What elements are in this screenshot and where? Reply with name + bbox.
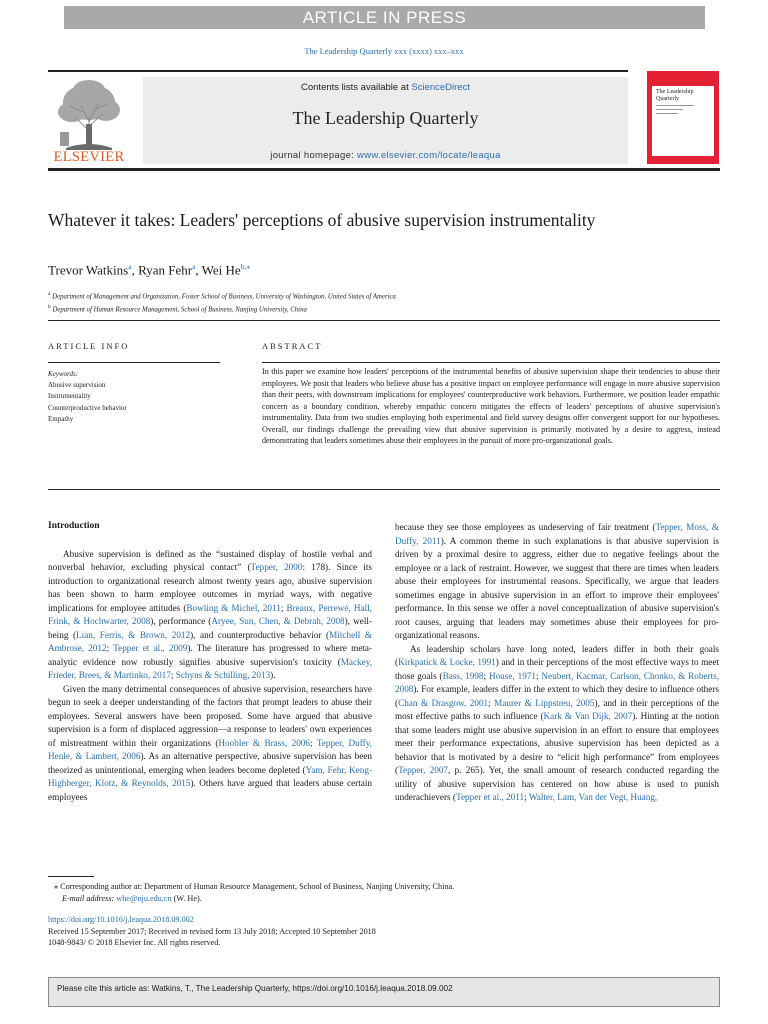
abstract-heading: ABSTRACT [262,341,323,351]
homepage-line [143,150,628,161]
contents-prefix: Contents lists available at [301,82,412,93]
citation-link[interactable]: Tepper, 2007 [398,765,449,775]
abstract-rule [262,362,720,363]
citation-text: Please cite this article as: Watkins, T., The Leadership Quarterly, https://doi.org/10.1016/j.leaqua.2018.09.002 [57,984,453,993]
cover-inner [652,86,714,156]
citation-link[interactable]: Tepper, Duffy, Henle, & Lambert, 2006 [48,737,373,761]
email-note [54,893,454,905]
citation-link[interactable]: Neubert, Kacmar, Carlson, Chonko, & Roberts, 2008 [395,670,719,694]
citation-link[interactable]: Kirkpatick & Locke, 1991 [398,657,496,667]
author-name[interactable]: Ryan Fehr [138,262,193,278]
citation-link[interactable]: Kark & Van Dijk, 2007 [543,711,633,721]
body-paragraph: Abusive supervision is defined as the “sustained display of hostile verbal and nonverbal behavior, excluding physical contact” (Tepper, 2000: 178). Since its introduction to organizational research almost twenty years ago, abusive supervision has been shown to harm employee outcomes in myriad ways, with negative implications for employee attitudes (Bowling & Michel, 2011; Breaux, Perrewé, Hall, Frink, & Hochwarter, 2008), performance (Aryee, Sun, Chen, & Debrah, 2008), well-being (Lian, Ferris, & Brown, 2012), and counterproductive behavior (Mitchell & Ambrose, 2012; Tepper et al., 2009). The literature has progressed to where meta-analytic evidence now robustly signifies abusive supervision's toxicity (Mackey, Frieder, Brees, & Martinko, 2017; Schyns & Schilling, 2013). [48,548,372,680]
author-affiliation-mark[interactable]: b,⁎ [240,262,251,271]
citation-link[interactable]: Walter, Lam, Van der Vegt, Huang, [528,792,658,802]
citation-link[interactable]: Breaux, Perrewé, Hall, Frink, & Hochwarter, 2008 [48,602,372,626]
section-rule [48,320,720,321]
citation-link[interactable]: Hoobler & Brass, 2006 [218,737,310,748]
keyword-item: Empathy [48,414,74,423]
affiliation-text: Department of Management and Organization, Foster School of Business, University of Washington, United States of America [52,293,396,301]
citation-link[interactable]: House, 1971 [488,670,536,681]
received-dates: Received 15 September 2017; Received in revised form 13 July 2018; Accepted 10 September 2018 [48,926,376,936]
citation-link[interactable]: Tepper et al., 2009 [113,643,188,653]
author-list: Trevor Watkins$^a$, Ryan Fehr$^a$, Wei $He^{b,⁎}$ [48,262,251,278]
contents-line [143,82,628,93]
body-column-left [48,520,372,804]
affiliations [48,289,396,316]
elsevier-wordmark: ELSEVIER [53,149,125,165]
citation-link[interactable]: Tepper, Moss, & Duffy, 2011 [395,522,719,546]
header-rule-top [48,70,628,72]
sciencedirect-link[interactable]: ScienceDirect [411,82,470,93]
cover-title: The Leadership Quarterly [656,89,694,102]
author-name[interactable]: Wei He [201,262,241,278]
citation-link[interactable]: Aryee, Sun, Chen, & Debrah, 2008 [211,616,345,626]
article-info-rule [48,362,220,363]
paper-title: Whatever it takes: Leaders' perceptions of abusive supervision instrumentality [48,210,596,230]
body-paragraph: because they see those employees as undeserving of fair treatment (Tepper, Moss, & Duffy, 2011). A common theme in such explanations is that abusive supervision is driven by a proximal desire to aggress, either due to negative feelings about the employee or a lack of restraint. However, we suggest that there are times when leaders abuse their employees for instrumental reasons. Specifically, we argue that leaders sometimes engage in abusive supervision in an effort to improve their employees' performance. In this sense we offer a novel conceptualization of abusive supervision's root causes, arguing that leaders may sometimes abuse their employees for pro-organizational reasons. [395,522,719,640]
section-rule [48,489,720,490]
introduction-heading: Introduction [48,521,100,531]
citation-box [48,977,720,1007]
article-info-heading: ARTICLE INFO [48,341,130,351]
journal-title: The Leadership Quarterly [292,108,479,128]
journal-reference-link[interactable]: The Leadership Quarterly xxx (xxxx) xxx–xxx [304,46,464,56]
cover-divider [656,109,683,110]
body-paragraph: As leadership scholars have long noted, leaders differ in both their goals (Kirkpatick & Locke, 1991) and in their perceptions of the most effective ways to meet those goals (Bass, 1998; House, 1971; Neubert, Kacmar, Carlson, Chonko, & Roberts, 2008). For example, leaders differ in the extent to which they desire to influence others (Chan & Drasgow, 2001; Maurer & Lippstreu, 2005), and in their perceptions of the most effective paths to such influence (Kark & Van Dijk, 2007). Hinting at the notion that some leaders might use abusive supervision in an effort to ensure that employees meet their performance expectations, abusive supervision has been depicted as a behavior that is motivated by a desire to “elicit high performance” from employees (Tepper, 2007, p. 265). Yet, the small amount of research conducted regarding the utility of abusive supervision has centered on how abuse is used to punish underachievers (Tepper et al., 2011; Walter, Lam, Van der Vegt, Huang, [395,643,720,802]
cover-divider [656,113,678,114]
keyword-item: Instrumentality [48,392,91,401]
journal-cover-thumbnail [647,71,719,164]
doi-link[interactable]: https://doi.org/10.1016/j.leaqua.2018.09.002 [48,915,194,924]
citation-link[interactable]: Yam, Fehr, Keng-Highberger, Klotz, & Reynolds, 2015 [48,764,372,788]
affiliation-mark: a [48,291,51,297]
keywords-block [48,369,127,425]
citation-link[interactable]: Mackey, Frieder, Brees, & Martinko, 2017 [48,656,372,680]
author-affiliation-mark[interactable]: a [192,262,196,271]
citation-link[interactable]: Tepper, 2000 [250,562,303,572]
footnote-rule [48,876,94,877]
citation-link[interactable]: Schyns & Schilling, 2013 [175,670,271,680]
affiliation-line [48,289,396,302]
article-in-press-banner: ARTICLE IN PRESS [64,6,705,29]
email-suffix: (W. He). [171,893,202,903]
body-column-right [395,521,719,805]
author-name[interactable]: Trevor Watkins [48,262,129,278]
homepage-prefix: journal homepage: [270,150,358,161]
citation-link[interactable]: Bowling & Michel, 2011 [186,602,281,613]
affiliation-line [48,302,396,315]
email-label: E-mail address: [62,893,117,903]
homepage-link[interactable]: www.elsevier.com/locate/leaqua [357,150,501,161]
keyword-item: Counterproductive behavior [48,403,127,412]
citation-link[interactable]: Tepper et al., 2011 [455,792,525,802]
footnotes [48,881,454,904]
author-affiliation-mark[interactable]: a [128,262,132,271]
citation-link[interactable]: Mitchell & Ambrose, 2012 [48,629,372,653]
journal-header-box [143,77,628,164]
keyword-item: Abusive supervision [48,381,106,390]
email-link[interactable]: whe@nju.edu.cn [116,893,172,903]
citation-link[interactable]: Lian, Ferris, & Brown, 2012 [76,629,191,640]
affiliation-mark: b [48,304,51,311]
body-paragraph: Given the many detrimental consequences of abusive supervision, researchers have begun to seek a deeper understanding of the factors that prompt leaders to abuse their employees. Several answers have been proposed. Some have argued that abusive supervision is a form of displaced aggression—a response to leaders' own experiences of mistreatment within their organizations (Hoobler & Brass, 2006; Tepper, Duffy, Henle, & Lambert, 2006). As an alternative perspective, abusive supervision has been theorized as unintentional, emerging when leaders become depleted (Yam, Fehr, Keng-Highberger, Klotz, & Reynolds, 2015). Others have argued that leaders abuse certain employees [48,683,373,802]
affiliation-text: Department of Human Resource Management, School of Business, Nanjing University, China [52,306,307,314]
citation-link[interactable]: Maurer & Lippstreu, 2005 [494,697,595,708]
publication-info [48,914,376,949]
abstract-text: In this paper we examine how leaders' perceptions of the instrumental benefits of abusive supervision shape their tendencies to abuse their employees. We posit that leaders who believe abuse has a positive impact on employee performance will engage in more abusive supervision than their peers, with downstream implications for employees' counterproductive work behaviors. Furthermore, we position leader empathic concern as a boundary condition, whereby empathic concern mitigates the effects of leaders' perceptions of abusive supervision's instrumentality. Data from two studies employing both experimental and field survey designs offer convergent support for our hypotheses. Overall, our findings challenge the prevailing view that abusive supervision is primarily motivated by a desire to aggress, instead demonstrating that leaders sometimes abuse their employees in the pursuit of more pro-organizational goals. [262,367,720,445]
cover-divider [656,105,694,106]
header-rule-bottom [48,168,720,171]
keywords-label: Keywords: [48,370,79,378]
corresponding-author-note: ⁎ Corresponding author at: Department of Human Resource Management, School of Business, Nanjing University, China. [54,882,455,891]
citation-link[interactable]: Chan & Drasgow, 2001 [398,697,489,708]
citation-link[interactable]: Bass, 1998 [442,670,484,681]
copyright-line: 1048-9843/ © 2018 Elsevier Inc. All rights reserved. [48,938,221,947]
